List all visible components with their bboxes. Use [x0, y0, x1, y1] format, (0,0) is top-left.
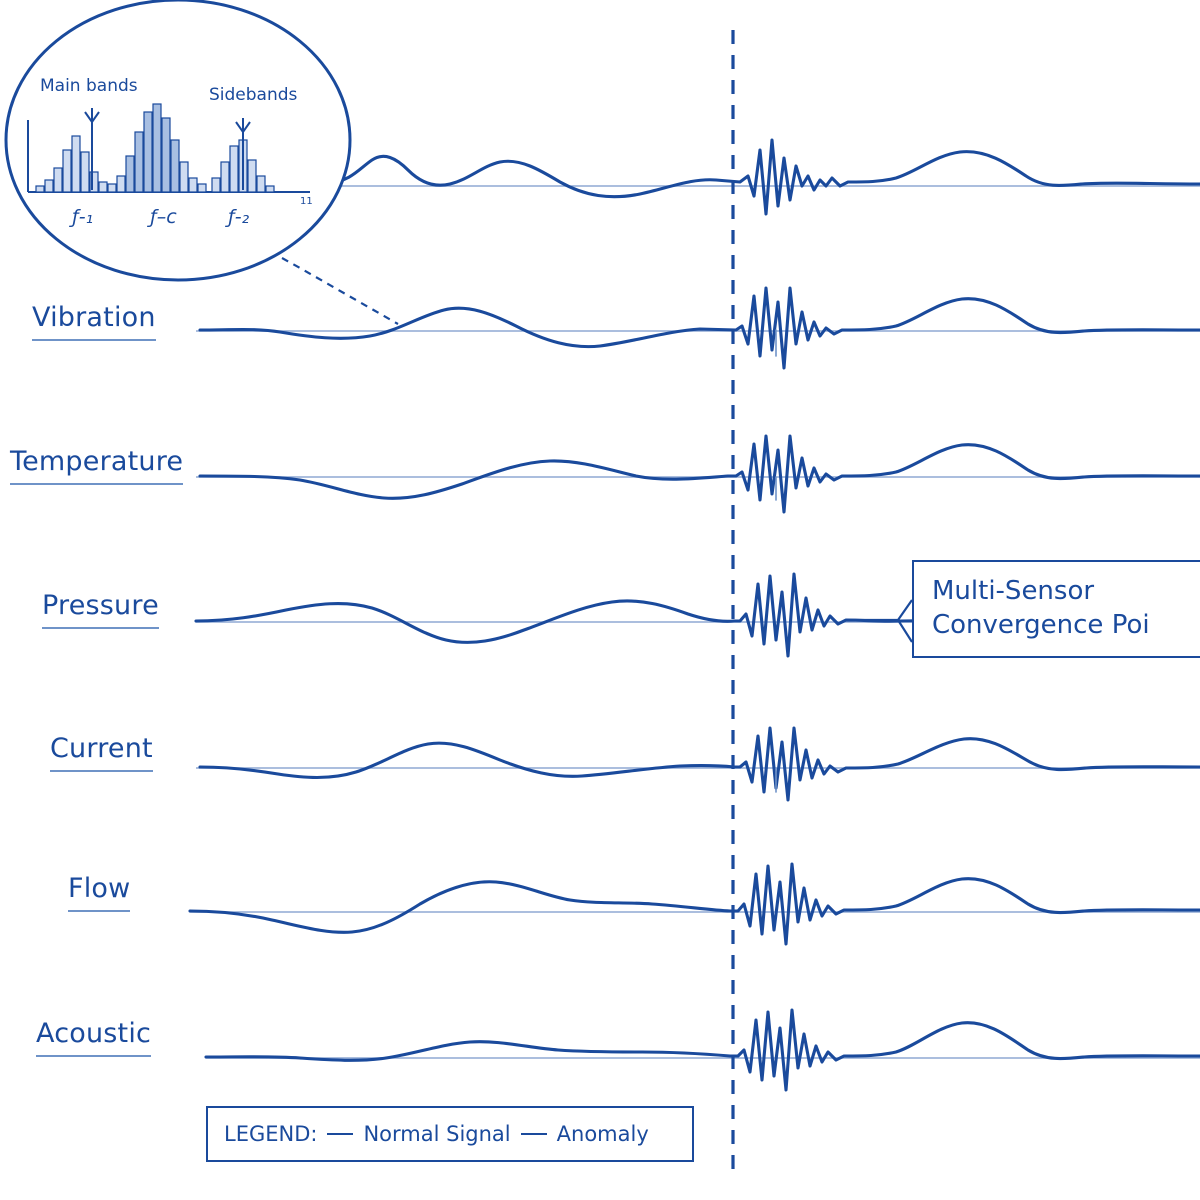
track-label-current-text: Current — [50, 733, 153, 764]
inset-tick-f1: ƒ-₁ — [72, 206, 94, 228]
track-label-acoustic — [36, 1018, 151, 1057]
track-label-vibration — [32, 302, 156, 341]
waveform-track-1 — [330, 140, 1200, 214]
inset-tick-fc: ƒ–c — [150, 206, 177, 228]
inset-sidebands-label: Sidebands — [209, 85, 298, 105]
legend-title: LEGEND: — [224, 1122, 318, 1146]
inset-main-bands-label: Main bands — [40, 76, 138, 96]
waveform-track-2 — [200, 288, 1200, 368]
waveform-track-3 — [200, 436, 1200, 512]
callout-line-2: Convergence Poi — [932, 610, 1150, 641]
legend — [206, 1106, 694, 1162]
track-label-underline — [32, 339, 156, 341]
track-label-underline — [10, 483, 183, 485]
track-label-temperature — [10, 446, 183, 485]
track-label-underline — [42, 627, 159, 629]
track-label-flow-text: Flow — [68, 873, 131, 904]
convergence-callout — [912, 560, 1200, 658]
track-label-underline — [68, 910, 130, 912]
waveform-track-5 — [200, 728, 1200, 800]
legend-item-anomaly: Anomaly — [556, 1122, 649, 1146]
track-label-pressure — [42, 590, 159, 629]
legend-dash-anomaly — [521, 1133, 547, 1135]
legend-dash-normal — [327, 1133, 353, 1135]
waveform-track-7 — [206, 1010, 1200, 1090]
track-label-pressure-text: Pressure — [42, 590, 159, 621]
waveform-track-6 — [190, 864, 1200, 944]
track-label-underline — [50, 770, 153, 772]
inset-tick-f2: ƒ-₂ — [228, 206, 250, 228]
track-label-underline — [36, 1055, 151, 1057]
track-label-vibration-text: Vibration — [32, 302, 156, 333]
callout-line-1: Multi-Sensor — [932, 576, 1095, 606]
track-label-current — [50, 733, 153, 772]
track-label-acoustic-text: Acoustic — [36, 1018, 152, 1049]
track-label-temperature-text: Temperature — [10, 446, 184, 477]
inset-axis-corner-label: 11 — [300, 196, 313, 207]
legend-item-normal-signal: Normal Signal — [363, 1122, 511, 1146]
track-label-flow — [68, 873, 130, 912]
inset-magnifier — [6, 0, 398, 324]
